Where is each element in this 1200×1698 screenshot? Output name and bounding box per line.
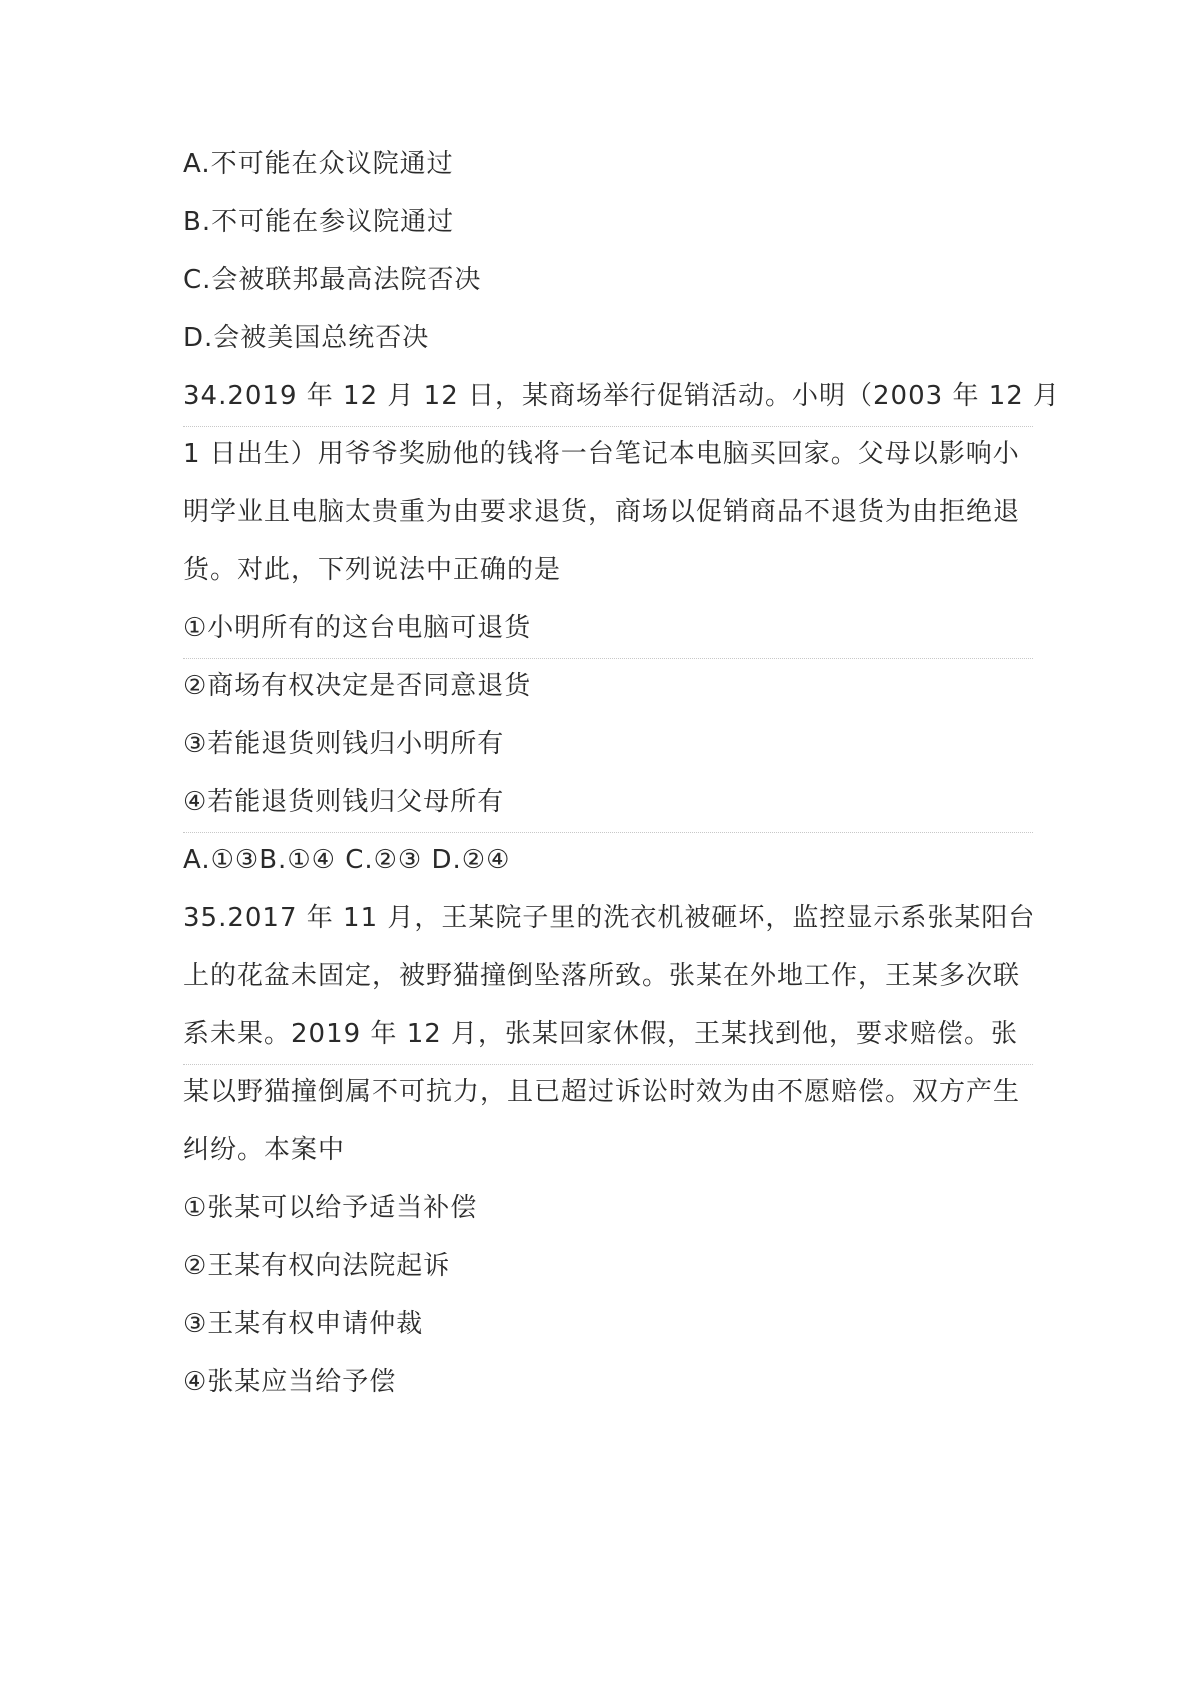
q33-option-c: C.会被联邦最高法院否决 (183, 265, 482, 295)
q35-stem-line-1: 35.2017 年 11 月，王某院子里的洗衣机被砸坏，监控显示系张某阳台 (183, 903, 1036, 933)
q33-option-b: B.不可能在参议院通过 (183, 207, 455, 237)
divider (183, 658, 1033, 659)
q35-stem-line-2: 上的花盆未固定，被野猫撞倒坠落所致。张某在外地工作，王某多次联 (183, 961, 1021, 991)
q34-statement-4: ④若能退货则钱归父母所有 (183, 787, 505, 817)
q35-statement-3: ③王某有权申请仲裁 (183, 1309, 424, 1339)
q35-statement-4: ④张某应当给予偿 (183, 1367, 397, 1397)
q33-option-a: A.不可能在众议院通过 (183, 149, 454, 179)
q34-answer-options: A.①③B.①④ C.②③ D.②④ (183, 845, 511, 875)
divider (183, 426, 1033, 427)
divider (183, 832, 1033, 833)
q35-stem-line-5: 纠纷。本案中 (183, 1135, 346, 1165)
q35-stem-line-4: 某以野猫撞倒属不可抗力，且已超过诉讼时效为由不愿赔偿。双方产生 (183, 1077, 1021, 1107)
q35-statement-1: ①张某可以给予适当补偿 (183, 1193, 478, 1223)
q34-statement-3: ③若能退货则钱归小明所有 (183, 729, 505, 759)
q33-option-d: D.会被美国总统否决 (183, 323, 430, 353)
q34-stem-line-4: 货。对此，下列说法中正确的是 (183, 555, 562, 585)
q34-stem-line-2: 1 日出生）用爷爷奖励他的钱将一台笔记本电脑买回家。父母以影响小 (183, 439, 1020, 469)
q34-stem-line-1: 34.2019 年 12 月 12 日，某商场举行促销活动。小明（2003 年 12 月 (183, 381, 1061, 411)
q34-statement-1: ①小明所有的这台电脑可退货 (183, 613, 532, 643)
q34-stem-line-3: 明学业且电脑太贵重为由要求退货，商场以促销商品不退货为由拒绝退 (183, 497, 1021, 527)
q35-statement-2: ②王某有权向法院起诉 (183, 1251, 451, 1281)
divider (183, 1064, 1033, 1065)
q34-statement-2: ②商场有权决定是否同意退货 (183, 671, 532, 701)
q35-stem-line-3: 系未果。2019 年 12 月，张某回家休假，王某找到他，要求赔偿。张 (183, 1019, 1019, 1049)
